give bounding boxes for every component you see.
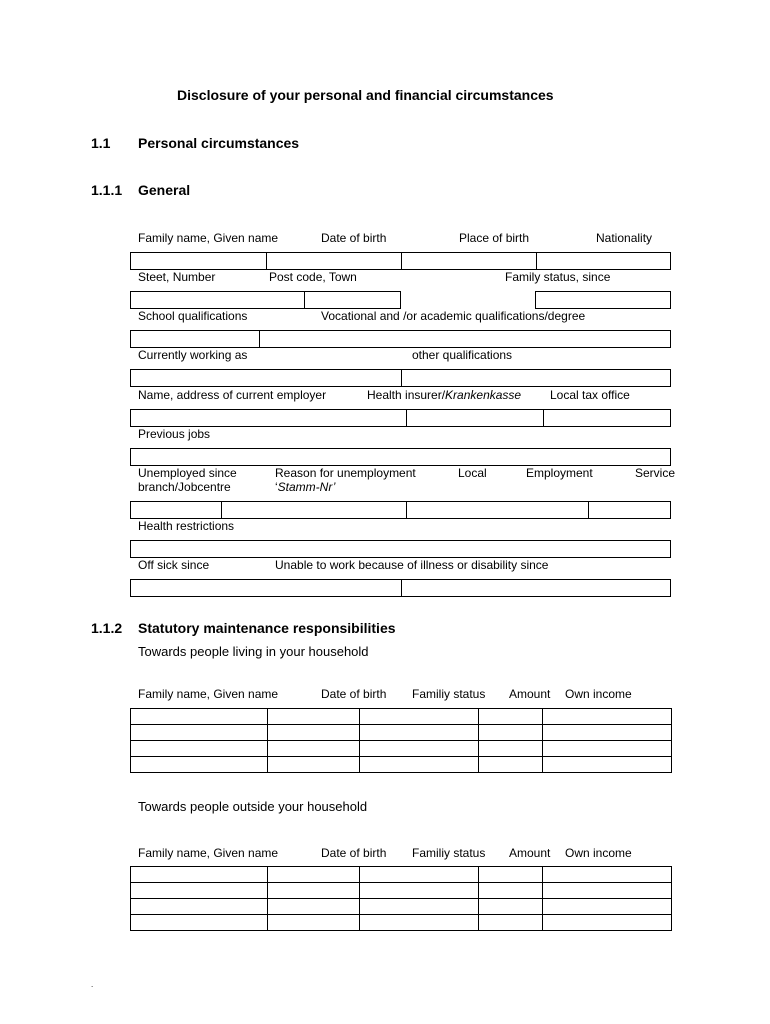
table-row <box>131 757 672 773</box>
label-family-status: Family status, since <box>505 270 611 284</box>
field-health-restrictions[interactable] <box>130 540 671 558</box>
table-row <box>131 709 672 725</box>
subsection-title: Statutory maintenance responsibilities <box>138 620 396 636</box>
subsection-number: 1.1.2 <box>91 620 123 636</box>
label-branch-jobcentre: branch/Jobcentre <box>138 480 231 494</box>
label-nationality: Nationality <box>596 231 653 245</box>
label-local: Local <box>458 466 487 480</box>
field-divider <box>304 292 305 308</box>
label-reason-unemployment: Reason for unemployment <box>275 466 416 480</box>
col-amount: Amount <box>509 687 551 701</box>
page-title: Disclosure of your personal and financial circumstances <box>177 87 554 103</box>
label-local-tax-office: Local tax office <box>550 388 630 402</box>
inside-household-heading: Towards people living in your household <box>138 644 369 659</box>
row5-fields[interactable] <box>130 409 671 427</box>
section-number: 1.1 <box>91 135 111 151</box>
label-vocational-qualifications: Vocational and /or academic qualifications/degree <box>321 309 586 323</box>
col-family-status: Familiy status <box>412 687 486 701</box>
field-divider <box>401 580 402 596</box>
field-previous-jobs[interactable] <box>130 448 671 466</box>
label-health-restrictions: Health restrictions <box>138 519 235 533</box>
label-stamm-nr: ‘Stamm-Nr’ <box>275 480 336 494</box>
outside-household-heading: Towards people outside your household <box>138 799 368 814</box>
table-row <box>131 867 672 883</box>
row3-fields[interactable] <box>130 330 671 348</box>
field-divider <box>266 253 267 269</box>
label-off-sick-since: Off sick since <box>138 558 210 572</box>
section-title: Personal circumstances <box>138 135 300 151</box>
label-other-qualifications: other qualifications <box>412 348 513 362</box>
outside-household-table <box>130 866 672 931</box>
col-date-of-birth: Date of birth <box>321 846 387 860</box>
label-place-of-birth: Place of birth <box>459 231 530 245</box>
col-own-income: Own income <box>565 846 632 860</box>
table-row <box>131 741 672 757</box>
col-amount: Amount <box>509 846 551 860</box>
table-row <box>131 883 672 899</box>
label-currently-working: Currently working as <box>138 348 248 362</box>
label-previous-jobs: Previous jobs <box>138 427 211 441</box>
field-divider <box>401 370 402 386</box>
label-employment: Employment <box>526 466 593 480</box>
field-family-status[interactable] <box>535 291 671 309</box>
label-health-insurer: Health insurer/Krankenkasse <box>367 388 522 402</box>
field-divider <box>406 410 407 426</box>
row9-fields[interactable] <box>130 579 671 597</box>
field-divider <box>406 502 407 518</box>
col-family-name: Family name, Given name <box>138 687 279 701</box>
col-family-status: Familiy status <box>412 846 486 860</box>
label-street-number: Steet, Number <box>138 270 216 284</box>
label-school-qualifications: School qualifications <box>138 309 248 323</box>
table-row <box>131 915 672 931</box>
footer-mark: . <box>91 980 94 989</box>
col-own-income: Own income <box>565 687 632 701</box>
table-row <box>131 899 672 915</box>
subsection-title: General <box>138 182 191 198</box>
field-divider <box>259 331 260 347</box>
field-street-postcode[interactable] <box>130 291 401 309</box>
field-divider <box>543 410 544 426</box>
row4-fields[interactable] <box>130 369 671 387</box>
row7-fields[interactable] <box>130 501 671 519</box>
label-unemployed-since: Unemployed since <box>138 466 237 480</box>
row1-fields <box>130 252 671 270</box>
table-row <box>131 725 672 741</box>
col-date-of-birth: Date of birth <box>321 687 387 701</box>
label-service: Service <box>635 466 676 480</box>
label-family-name: Family name, Given name <box>138 231 279 245</box>
field-divider <box>536 253 537 269</box>
label-unable-to-work: Unable to work because of illness or disability since <box>275 558 549 572</box>
field-divider <box>588 502 589 518</box>
label-current-employer: Name, address of current employer <box>138 388 327 402</box>
label-post-code-town: Post code, Town <box>269 270 357 284</box>
field-divider <box>401 253 402 269</box>
inside-household-table <box>130 708 672 773</box>
subsection-number: 1.1.1 <box>91 182 123 198</box>
field-divider <box>221 502 222 518</box>
col-family-name: Family name, Given name <box>138 846 279 860</box>
label-date-of-birth: Date of birth <box>321 231 387 245</box>
